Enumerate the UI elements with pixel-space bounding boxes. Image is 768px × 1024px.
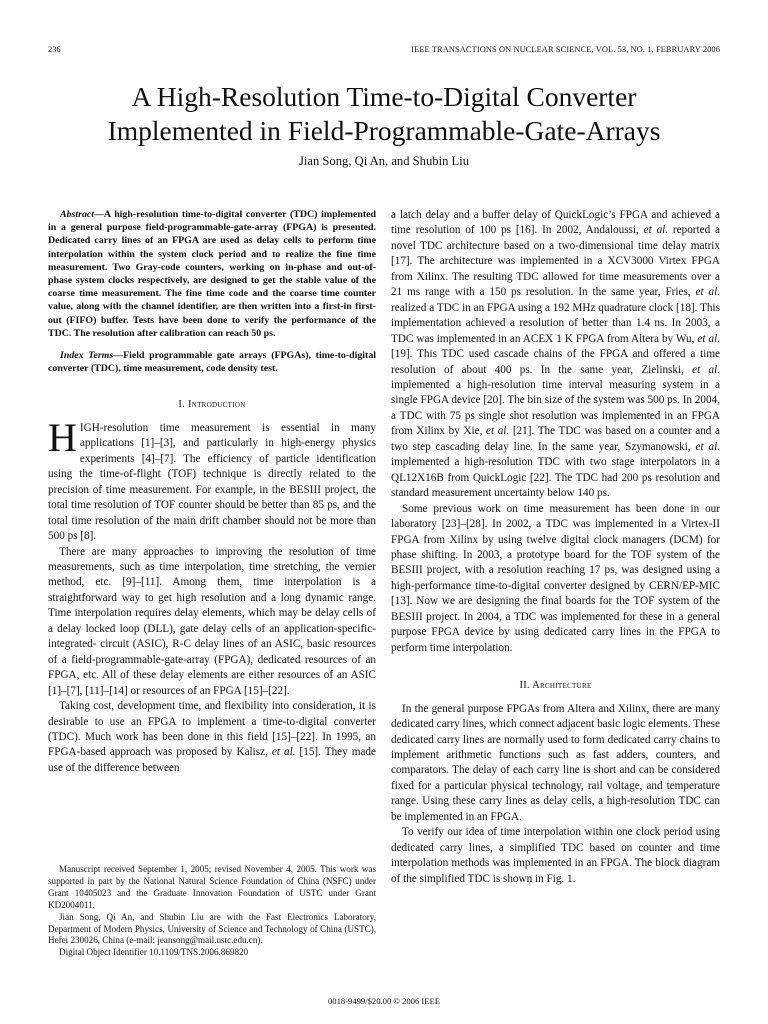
abstract-text: A high-resolution time-to-digital converter (TDC) implemented in a general purpose field-programmable-gate-array (FPGA) is presented. Dedicated carry lines of an FPGA are used as delay cells to perform time interpolation within the system clock period and to realize the fine time measurement. Two Gray-code counters, working on in-phase and out-of-phase system clocks respectively, are designed to get the stable value of the coarse time measurement. The fine time code and the coarse time counter value, along with the channel identifier, are then written into a first-in first-out (FIFO) buffer. Tests have been done to verify the performance of the TDC. The resolution after calibration can reach 50 ps. <box>48 209 376 339</box>
page-number: 236 <box>48 45 61 54</box>
footnote-doi: Digital Object Identifier 10.1109/TNS.2006.869820 <box>59 947 249 958</box>
right-column <box>391 208 720 887</box>
architecture-paragraph-1: In the general purpose FPGAs from Altera and Xilinx, there are many dedicated carry lines, which connect adjacent basic logic elements. These dedicated carry lines are normally used to form dedicated carry chains to implement arithmetic functions such as fast adders, counters, and comparators. The delay of each carry line is short and can be considered fixed for a particular physical technology, rail voltage, and temperature range. Using these carry lines as delay cells, a high-resolution TDC can be implemented in an FPGA. <box>391 702 720 823</box>
abstract <box>48 208 376 340</box>
index-terms <box>48 349 376 375</box>
r1-e: implemented a high-resolution time interval measuring system in a single FPGA device [20]. The bin size of the system was 500 ps. In 2004, a TDC with 75 ps single shot resolution was implemented in an FPGA from Xilinx by Xie, <box>391 378 720 438</box>
authors: Jian Song, Qi An, and Shubin Liu <box>298 154 470 168</box>
r1-em3: et al. <box>697 332 720 345</box>
index-terms-text: Field programmable gate arrays (FPGAs), time-to-digital converter (TDC), time measurement, code density test. <box>48 350 377 375</box>
intro-paragraph-2: There are many approaches to improving the resolution of time measurements, such as time interpolation, time stretching, the vernier method, etc. [9]–[11]. Among them, time interpolation is a straightforward way to get high resolution and a long dynamic range. Time interpolation requires delay elements, which may be delay cells of a delay locked loop (DLL), gate delay cells of an application-specific-integrated- circuit (ASIC), R-C delay lines of an ASIC, basic resources of a field-programmable-gate-array (FPGA), dedicated resources of an FPGA, etc. All of these delay elements are either resources of an ASIC [1]–[7], [11]–[14] or resources of an FPGA [15]–[22]. <box>48 545 376 697</box>
section-heading-introduction: I. Introduction <box>178 399 246 411</box>
drop-cap: H <box>48 414 77 460</box>
r1-g: implemented a high-resolution TDC with two stage interpolators in a QL12X16B from QuickLogic [22]. The TDC had 200 ps resolution and standard measurement uncertainty below 140 ps. <box>391 456 720 500</box>
footnote-affiliation: Jian Song, Qi An, and Shubin Liu are with the Fast Electronics Laboratory, Department of Modern Physics, University of Science and Technology of China (USTC), Hefei 230026, China (e-mail: jeansong@mail.ustc.edu.cn). <box>48 911 376 946</box>
journal-header: IEEE TRANSACTIONS ON NUCLEAR SCIENCE, VOL. 53, NO. 1, FEBRUARY 2006 <box>411 45 720 54</box>
r1-em5: et al. <box>486 425 510 438</box>
r1-d: [19]. This TDC used cascade chains of the FPGA and offered a time resolution of about 400 ps. In the same year, Zielinski, <box>391 348 720 376</box>
r1-c: realized a TDC in an FPGA using a 192 MHz quadrature clock [18]. This implementation achieved a resolution of better than 1.4 ns. In 2003, a TDC was implemented in an ACEX 1 K FPGA from Altera by Wu, <box>391 301 720 345</box>
left-column <box>48 208 376 776</box>
footnote-manuscript: Manuscript received September 1, 2005; revised November 4, 2005. This work was supported in part by the National Natural Science Foundation of China (NSFC) under Grant 10405023 and the Graduate Innovation Foundation of USTC under Grant KD2004011. <box>48 864 376 910</box>
architecture-paragraph-2: To verify our idea of time interpolation within one clock period using dedicated carry lines, a simplified TDC based on counter and time interpolation methods was implemented in an FPGA. The block diagram of the simplified TDC is shown in Fig. 1. <box>391 826 720 885</box>
r1-em2: et al. <box>695 286 720 299</box>
title-line-2: Implemented in Field-Programmable-Gate-Arrays <box>107 115 661 146</box>
r1-em1: et al. <box>643 224 669 237</box>
intro-p3-text-b: [15]. They made use of the difference between <box>48 746 376 774</box>
footnotes <box>48 864 376 959</box>
r1-a: a latch delay and a buffer delay of QuickLogic’s FPGA and achieved a time resolution of 100 ps [16]. In 2002, Andaloussi, <box>391 209 720 237</box>
intro-paragraph-1-text: IGH-resolution time measurement is essential in many applications [1]–[3], and particularly in high-energy physics experiments [4]–[7]. The efficiency of particle identification using the time-of-flight (TOF) technique is directly related to the precision of time measurement. For example, in the BESIII project, the total time resolution of TOF counter should be better than 85 ps, and the total time resolution of the main drift chamber should not be more than 500 ps [8]. <box>48 421 376 543</box>
r1-em6: et al. <box>695 440 720 453</box>
intro-p3-text-a: Taking cost, development time, and flexibility into consideration, it is desirable to use an FPGA to implement a time-to-digital converter (TDC). Much work has been done in this field [15]–[22]. In 1995, an FPGA-based approach was proposed by Kalisz, <box>48 700 376 759</box>
intro-p3-italic: et al. <box>271 746 296 759</box>
index-terms-lead: Index Terms— <box>60 350 124 362</box>
intro-paragraph-lab-work: Some previous work on time measurement has been done in our laboratory [23]–[28]. In 2002, a TDC was implemented in a Virtex-II FPGA from Xilinx by using twelve digital clock managers (DCM) for phase shifting. In 2003, a prototype board for the TOF system of the BESIII project, with a resolution reaching 17 ps, was designed using a high-performance time-to-digital converter designed by CERN/EP-MIC [13]. Now we are designing the final boards for the TOF system of the BESIII project. In 2004, a TDC was implemented for these in a general purpose FPGA device by using dedicated carry lines in the FPGA to perform time interpolation. <box>391 502 720 654</box>
intro-continued-paragraph <box>391 208 720 502</box>
section-heading-architecture: II. Architecture <box>519 680 592 692</box>
running-header <box>48 44 720 56</box>
intro-paragraph-3 <box>48 699 376 776</box>
title-line-1: A High-Resolution Time-to-Digital Converter <box>131 81 637 112</box>
abstract-lead: Abstract— <box>60 209 104 220</box>
intro-paragraph-1 <box>48 414 376 545</box>
r1-b: reported a novel TDC architecture based on a two-dimensional time delay matrix [17]. The architecture was implemented in a XCV3000 Virtex FPGA from Xilinx. The resulting TDC allowed for time measurements over a 21 ms range with a 150 ps resolution. In the same year, Fries, <box>391 224 720 299</box>
paper-title <box>40 80 728 148</box>
r1-em4: et al. <box>692 363 721 376</box>
copyright-footer: 0018-9499/$20.00 © 2006 IEEE <box>327 996 441 1006</box>
r1-f: [21]. The TDC was based on a counter and a two step cascading delay line. In the same year, Szymanowski, <box>391 425 720 453</box>
